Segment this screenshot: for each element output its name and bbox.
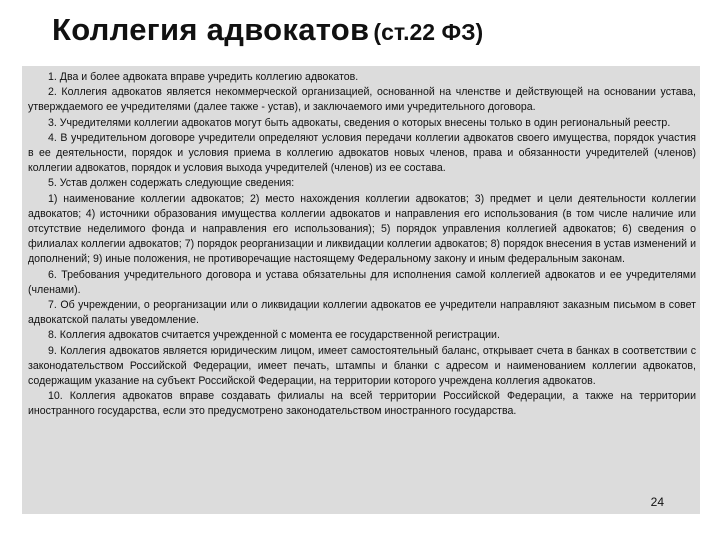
title-subtitle: (ст.22 ФЗ) [373, 19, 484, 45]
paragraph-2: 2. Коллегия адвокатов является некоммерческой организацией, основанной на членстве и действующей на основании устава, утверждаемого ее учредителями (далее также - устав), и заключаемого ими учредительного договора. [28, 86, 696, 114]
paragraph-5: 5. Устав должен содержать следующие сведения: [48, 177, 295, 190]
page-number: 24 [650, 495, 664, 509]
title-main: Коллегия адвокатов [52, 12, 370, 47]
paragraph-7: 7. Об учреждении, о реорганизации или о ликвидации коллегии адвокатов ее учредители направляют заказным письмом в совет адвокатской палаты уведомление. [28, 299, 696, 327]
paragraph-5-list: 1) наименование коллегии адвокатов; 2) место нахождения коллегии адвокатов; 3) предмет и цели деятельности коллегии адвокатов; 4) источники образования имущества коллегии адвокатов и направления его использования (в том числе наличие или отсутствие неделимого фонда и направления его использования); 5) порядок управления коллегией адвокатов; 6) сведения о филиалах коллегии адвокатов; 7) порядок реорганизации и ликвидации коллегии адвокатов; 8) порядок внесения в устав изменений и дополнений; 9) иные положения, не противоречащие настоящему Федеральному закону и иным федеральным законам. [28, 192, 696, 266]
page-title [52, 14, 483, 45]
paragraph-1: 1. Два и более адвоката вправе учредить коллегию адвокатов. [48, 71, 359, 83]
paragraph-10: 10. Коллегия адвокатов вправе создавать филиалы на всей территории Российской Федерации, а также на территории иностранного государства, если это предусмотрено законодательством иностранного государства. [28, 390, 696, 418]
paragraph-9: 9. Коллегия адвокатов является юридическим лицом, имеет самостоятельный баланс, открывает счета в банках в соответствии с законодательством Российской Федерации, имеет печать, штампы и бланки с адресом и наименованием коллегии адвокатов, содержащим указание на субъект Российской Федерации, на территории которого учреждена коллегия адвокатов. [28, 344, 696, 388]
paragraph-3: 3. Учредителями коллегии адвокатов могут быть адвокаты, сведения о которых внесены только в один региональный реестр. [48, 116, 671, 129]
article-text [28, 70, 696, 420]
paragraph-6: 6. Требования учредительного договора и устава обязательны для исполнения самой коллегией адвокатов и ее учредителями (членами). [28, 268, 696, 296]
paragraph-4: 4. В учредительном договоре учредители определяют условия передачи коллегии адвокатов своего имущества, порядок участия в ее деятельности, порядок и условия приема в коллегию адвокатов новых членов, права и обязанности учредителей (членов) коллегии адвокатов, порядок и условия выхода учредителей (членов) из ее состава. [28, 131, 696, 175]
paragraph-8: 8. Коллегия адвокатов считается учрежденной с момента ее государственной регистрации. [48, 329, 500, 342]
